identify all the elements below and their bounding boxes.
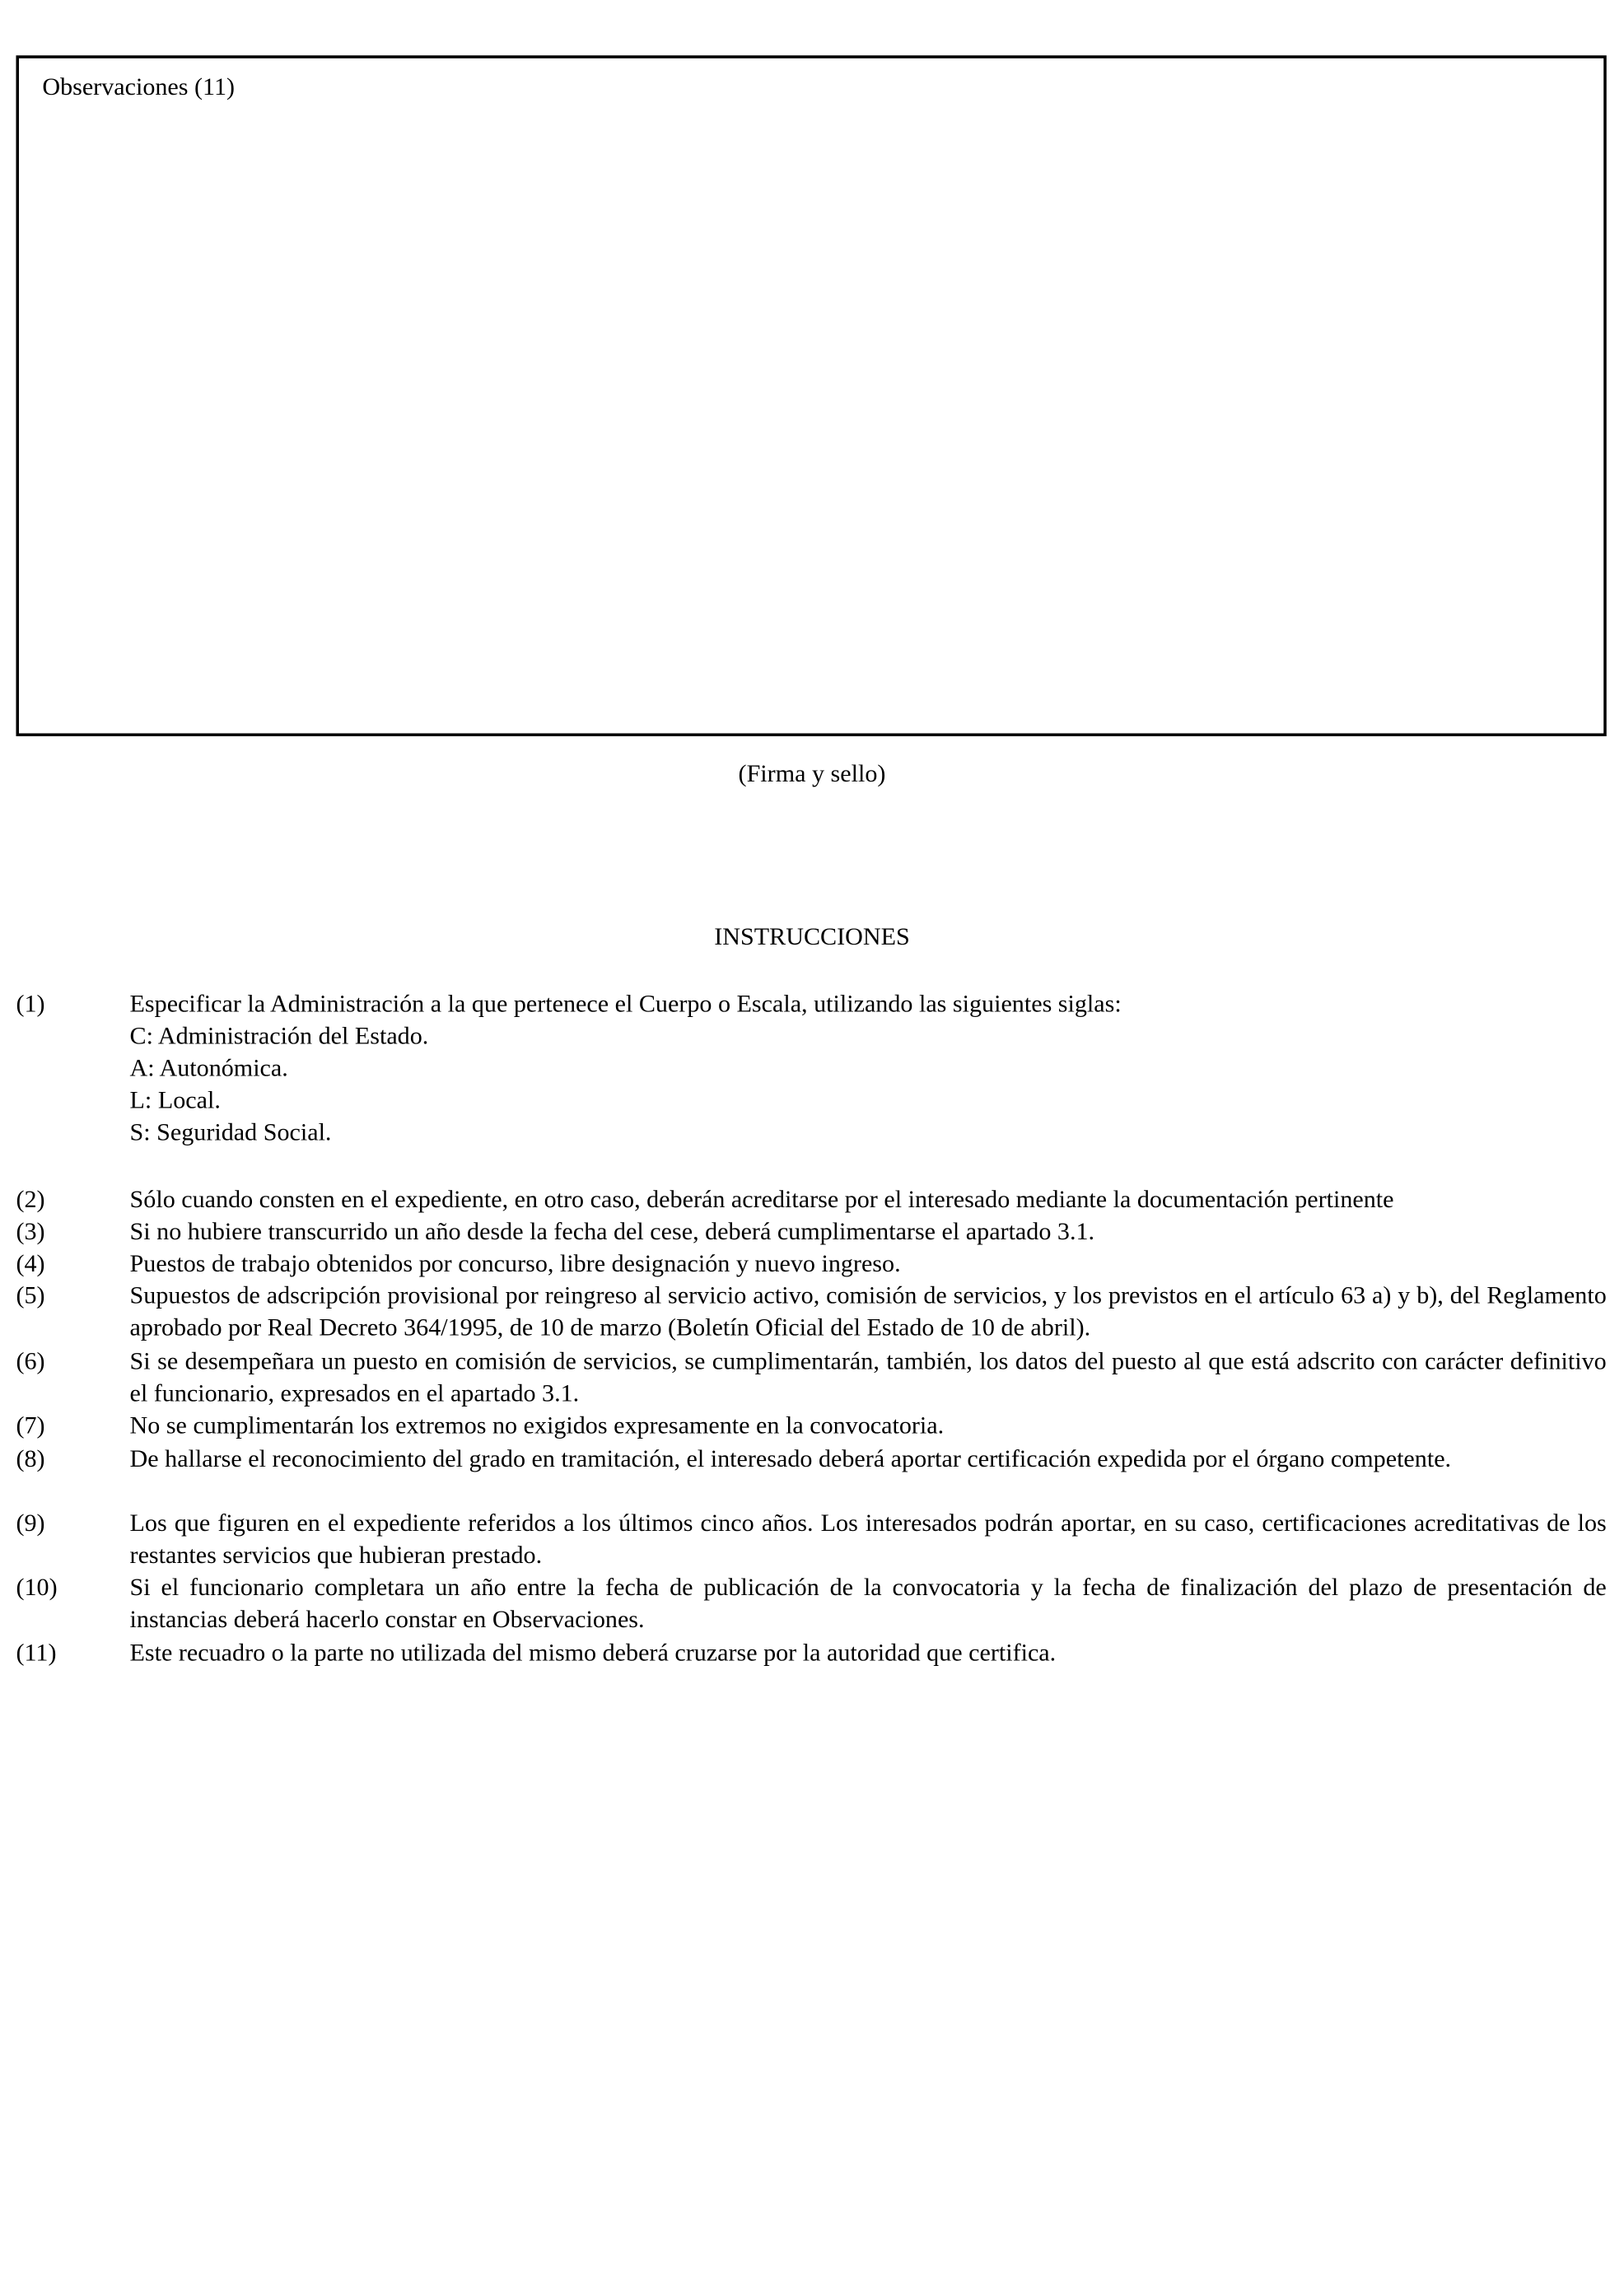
note-number: (1) [16, 990, 45, 1018]
note-text: Los que figuren en el expediente referidos a los últimos cinco años. Los interesados podrán aportar, en su caso, certificaciones acreditativas de los restantes servicios que hubieran prestado. [129, 1509, 1607, 1569]
note-number: (9) [16, 1509, 45, 1537]
note-text: Sólo cuando consten en el expediente, en otro caso, deberán acreditarse por el interesado mediante la documentación pertinente [129, 1185, 1394, 1213]
note-text: Este recuadro o la parte no utilizada del mismo deberá cruzarse por la autoridad que certifica. [129, 1638, 1057, 1667]
observaciones-label: Observaciones (11) [42, 72, 236, 101]
note-text: Si no hubiere transcurrido un año desde la fecha del cese, deberá cumplimentarse el apartado 3.1. [129, 1217, 1095, 1245]
sigla-item: C: Administración del Estado. [129, 1022, 429, 1050]
instruction-note-10 [16, 1571, 1606, 1635]
sigla-item: L: Local. [129, 1085, 221, 1114]
instruction-note-2 [16, 1184, 1606, 1216]
note-number: (10) [16, 1573, 58, 1601]
note-text: Si se desempeñara un puesto en comisión de servicios, se cumplimentarán, también, los datos del puesto al que está adscrito con carácter definitivo el funcionario, expresados en el apartado 3.1. [129, 1346, 1607, 1407]
instruction-note-7 [16, 1410, 1606, 1442]
instruction-note-4 [16, 1248, 1606, 1280]
note-text: Puestos de trabajo obtenidos por concurso, libre designación y nuevo ingreso. [129, 1249, 901, 1277]
note-number: (6) [16, 1346, 45, 1375]
note-text: Supuestos de adscripción provisional por reingreso al servicio activo, comisión de servicios, y los previstos en el artículo 63 a) y b), del Reglamento aprobado por Real Decreto 364/1995, de 10 de marzo (Boletín Oficial del Estado de 10 de abril). [129, 1281, 1607, 1341]
note-number: (5) [16, 1281, 45, 1309]
note-text: De hallarse el reconocimiento del grado en tramitación, el interesado deberá aportar certificación expedida por el órgano competente. [129, 1444, 1452, 1473]
note-text: Especificar la Administración a la que pertenece el Cuerpo o Escala, utilizando las siguientes siglas: [129, 990, 1122, 1018]
note-number: (11) [16, 1638, 57, 1667]
note-text: No se cumplimentarán los extremos no exigidos expresamente en la convocatoria. [129, 1411, 945, 1439]
sigla-item: S: Seguridad Social. [129, 1117, 332, 1146]
instruction-note-11 [16, 1637, 1606, 1669]
note-number: (2) [16, 1185, 45, 1213]
firma-y-sello-caption: (Firma y sello) [738, 759, 886, 788]
note-number: (7) [16, 1411, 45, 1439]
sigla-item: A: Autonómica. [129, 1053, 288, 1082]
siglas-list [130, 1020, 1607, 1149]
instruction-note-8 [16, 1444, 1606, 1476]
instruction-note-5 [16, 1280, 1606, 1344]
note-number: (8) [16, 1444, 45, 1473]
instruction-note-3 [16, 1216, 1606, 1248]
instruction-note-1 [16, 988, 1606, 1149]
note-number: (3) [16, 1217, 45, 1245]
instruction-note-9 [16, 1508, 1606, 1572]
instrucciones-heading: INSTRUCCIONES [714, 922, 910, 951]
observaciones-box [16, 55, 1606, 736]
instruction-note-6 [16, 1346, 1606, 1410]
note-text: Si el funcionario completara un año entre la fecha de publicación de la convocatoria y la fecha de finalización del plazo de presentación de instancias deberá hacerlo constar en Observaciones. [129, 1573, 1607, 1633]
note-number: (4) [16, 1249, 45, 1277]
